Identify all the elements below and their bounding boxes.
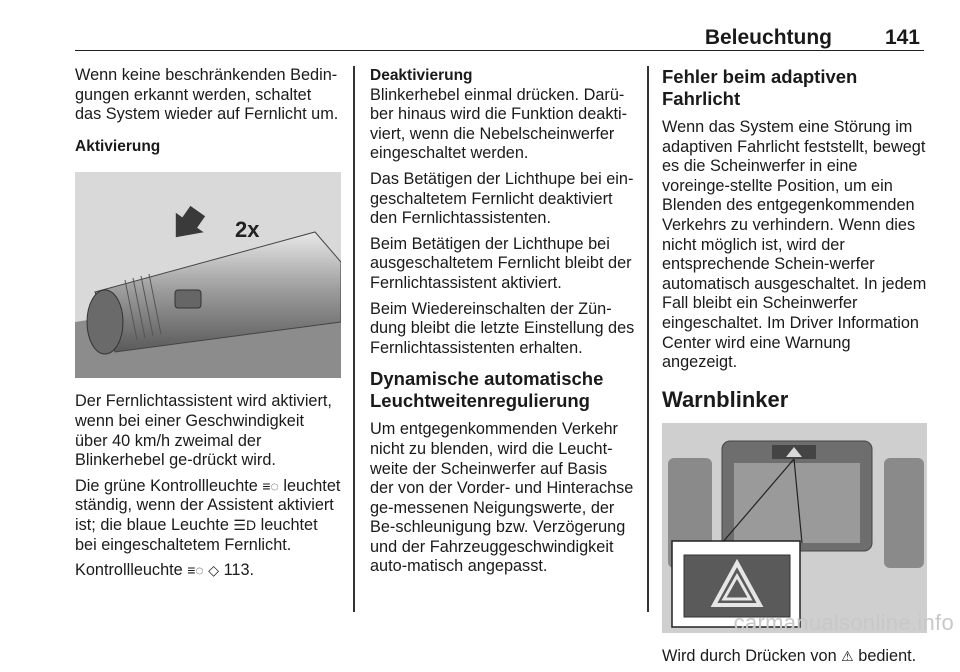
error-heading: Fehler beim adaptiven Fahrlicht xyxy=(662,66,858,109)
activation-heading: Aktivierung xyxy=(75,137,161,155)
hazard-text: Wird durch Drücken von ⚠ bedient. xyxy=(662,646,917,665)
high-beam-icon: ☰D xyxy=(233,516,257,533)
dynamic-leveling-heading: Dynamische automatische Leuchtweitenregulierung xyxy=(370,368,604,412)
hazard-warning-icon: ⚠ xyxy=(841,647,854,664)
hazard-heading: Warnblinker xyxy=(662,386,789,412)
activation-text: Der Fernlichtassistent wird aktiviert, wenn bei einer Geschwindigkeit über 40 km/h zweimal der Blinkerhebel ge-drückt wird. xyxy=(75,392,332,470)
dynamic-leveling-text: Um entgegenkommenden Verkehr nicht zu blenden, wird die Leucht-weite der Scheinwerfer auf Basis der von der Vorder- und Hinterachse ge-messenen Neigungswerte, der Be-schleunigung bzw. Verzögerung und der Fahrzeuggeschwindigkeit auto-matisch angepasst. xyxy=(370,420,634,576)
page-number: 141 xyxy=(884,26,920,49)
high-beam-assist-icon: ≡◌ xyxy=(262,477,279,494)
lamp-reference: Kontrollleuchte ≡◌ ◇ 113. xyxy=(75,561,255,580)
deactivation-heading: Deaktivierung xyxy=(370,67,473,84)
page-header xyxy=(75,22,924,51)
section-title: Beleuchtung xyxy=(704,26,832,49)
flash-low-beam-text: Beim Betätigen der Lichthupe bei ausgeschaltetem Fernlicht bleibt der Fernlichtassistent aktiviert. xyxy=(370,234,632,292)
high-beam-assist-icon: ≡◌ xyxy=(187,562,204,579)
column-2 xyxy=(370,66,635,583)
flash-high-beam-text: Das Betätigen der Lichthupe bei ein-geschaltetem Fernlicht deaktiviert den Fernlichtassistenten. xyxy=(370,169,634,228)
column-1 xyxy=(75,66,341,587)
turn-signal-lever-figure xyxy=(75,172,341,378)
lever-illustration xyxy=(75,172,341,378)
hazard-switch-figure xyxy=(662,423,927,633)
error-text: Wenn das System eine Störung im adaptiven Fahrlicht feststellt, bewegt es die Scheinwerfer in eine voreinge-stellte Position, um ein Blenden des entgegenkommenden Verkehrs zu verhindern. Wenn dies nicht möglich ist, wird der entsprechende Schein-werfer automatisch ausgeschaltet. In jedem Fall bleibt ein Scheinwerfer eingeschaltet. Im Driver Information Center wird eine Warnung angezeigt. xyxy=(662,118,927,372)
dashboard-illustration xyxy=(662,423,927,633)
ignition-text: Beim Wiedereinschalten der Zün-dung bleibt die letzte Einstellung des Fernlichtassistenten erhalten. xyxy=(370,299,635,357)
column-divider xyxy=(647,66,649,612)
intro-text: Wenn keine beschränkenden Bedin-gungen erkannt werden, schaltet das System wieder auf Fernlicht um. xyxy=(75,66,339,124)
page-reference-icon: ◇ xyxy=(208,562,220,579)
press-twice-label: 2x xyxy=(235,217,260,243)
deactivation-text: Blinkerhebel einmal drücken. Darü-ber hinaus wird die Funktion deakti-viert, wenn die Nebelscheinwerfer eingeschaltet werden. xyxy=(370,85,628,163)
lamp-text: Die grüne Kontrollleuchte ≡◌ leuchtet ständig, wenn der Assistent aktiviert ist; die blaue Leuchte ☰D leuchtet bei eingeschaltetem Fernlicht. xyxy=(75,476,341,554)
watermark: carmanualsonline.info xyxy=(733,610,954,635)
column-divider xyxy=(353,66,355,612)
column-3 xyxy=(662,66,927,672)
